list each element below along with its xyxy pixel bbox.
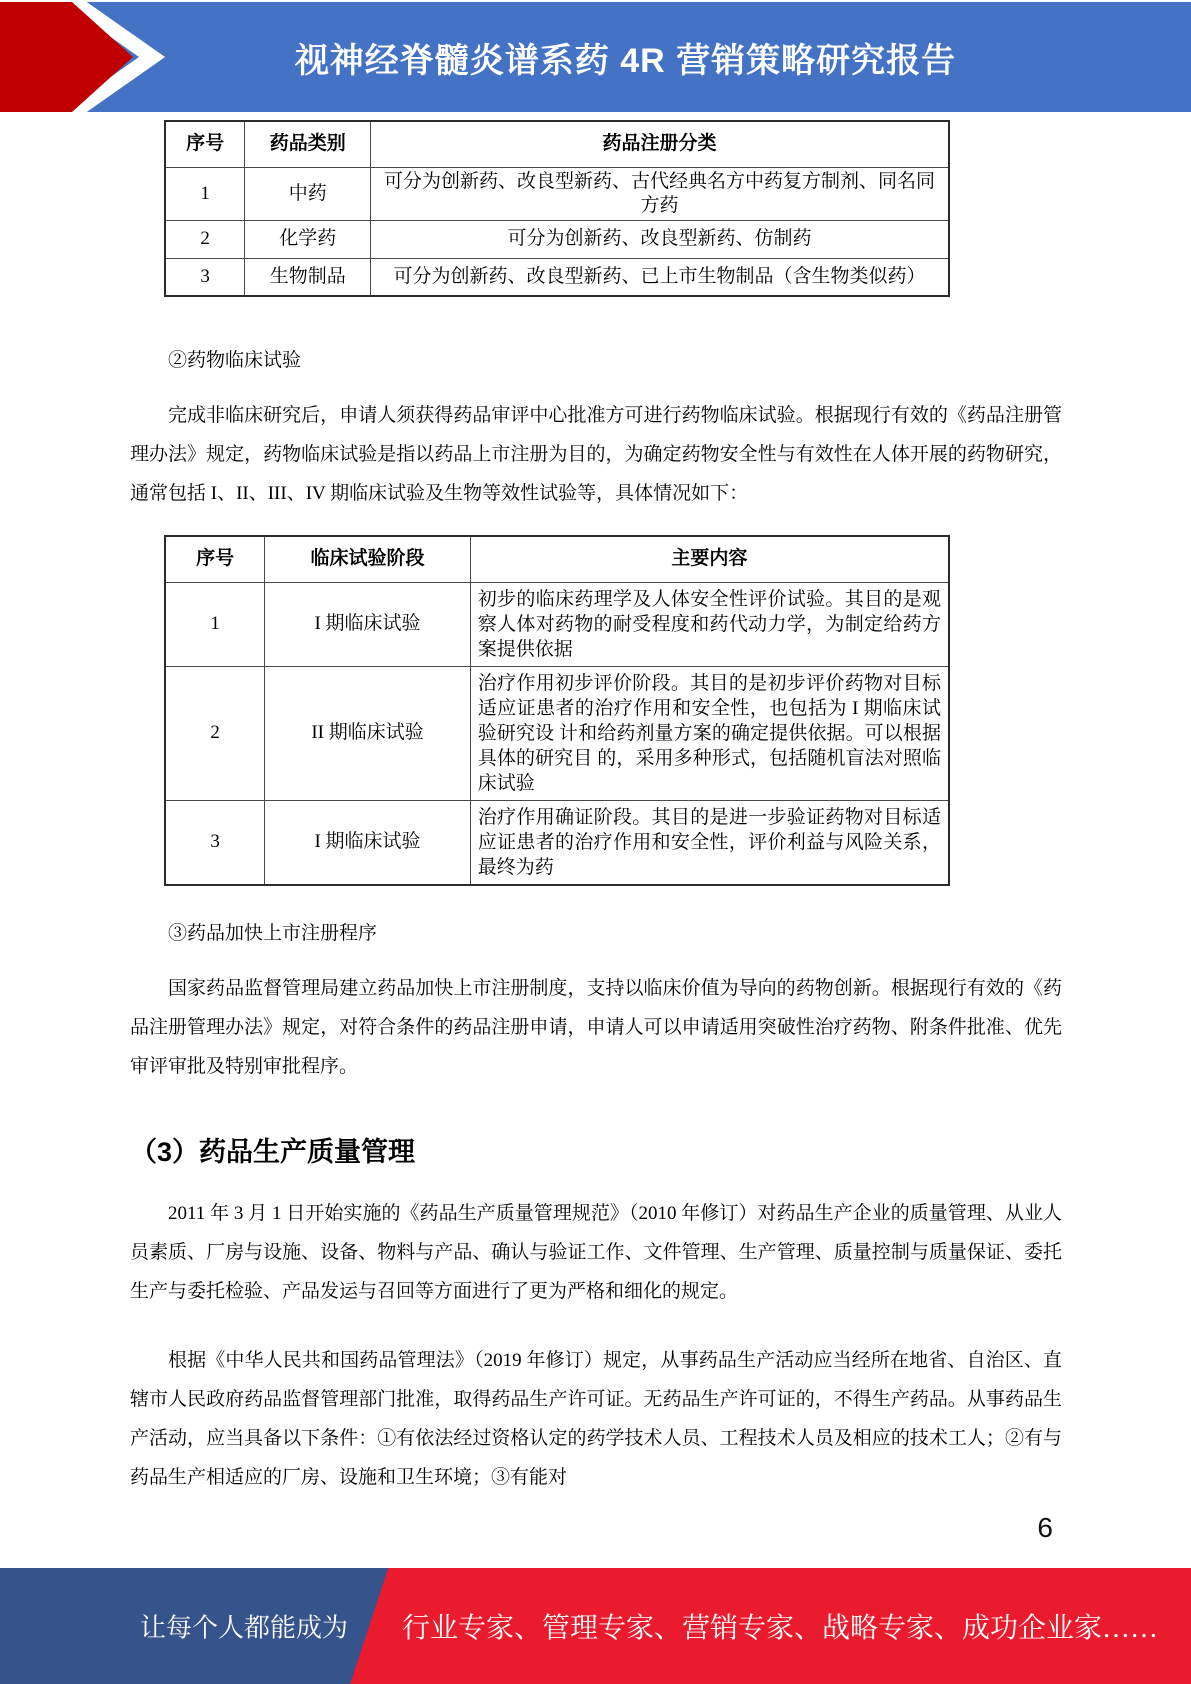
footer-left-slogan: 让每个人都能成为 [140, 1613, 349, 1643]
accelerated-registration-paragraph: 国家药品监督管理局建立药品加快上市注册制度，支持以临床价值为导向的药物创新。根据现行有效的《药品注册管理办法》规定，对符合条件的药品注册申请，申请人可以申请适用突破性治疗药物、附条件批准、优先审评审批及特别审批程序。 [130, 977, 1062, 1077]
page-content [130, 112, 1062, 1497]
table-header-cell: 序号 [165, 536, 265, 582]
clinical-trial-table [164, 535, 950, 886]
table-cell: 2 [165, 220, 245, 258]
table-cell: 1 [165, 582, 265, 666]
table-cell: 治疗作用初步评价阶段。其目的是初步评价药物对目标适应证患者的治疗作用和安全性，也包括为 I 期临床试验研究设 计和给药剂量方案的确定提供依据。可以根据具体的研究目 的，采用多种形式，包括随机盲法对照临床试验 [470, 666, 949, 800]
table-header-cell: 主要内容 [470, 536, 949, 582]
red-arrow-icon [0, 2, 175, 112]
page-header-banner [0, 2, 1191, 112]
table-cell: 可分为创新药、改良型新药、仿制药 [371, 220, 949, 258]
footer-right-slogan: 行业专家、管理专家、营销专家、战略专家、成功企业家…… [402, 1613, 1159, 1644]
table-row [165, 220, 949, 258]
page-footer [0, 1568, 1191, 1684]
clinical-trial-heading: ②药物临床试验 [168, 350, 302, 371]
table-row [165, 800, 949, 885]
table-cell: II 期临床试验 [265, 666, 470, 800]
gmp-paragraph: 2011 年 3 月 1 日开始实施的《药品生产质量管理规范》（2010 年修订）对药品生产企业的质量管理、从业人员素质、厂房与设施、设备、物料与产品、确认与验证工作、文件管理、生产管理、质量控制与质量保证、委托生产与委托检验、产品发运与召回等方面进行了更为严格和细化的规定。 [130, 1202, 1062, 1302]
table-header-row [165, 536, 949, 582]
table-cell: 治疗作用确证阶段。其目的是进一步验证药物对目标适应证患者的治疗作用和安全性，评价利益与风险关系，最终为药 [470, 800, 949, 885]
table-cell: I 期临床试验 [265, 582, 470, 666]
table-header-row [165, 121, 949, 167]
table-cell: 2 [165, 666, 265, 800]
table-cell: 可分为创新药、改良型新药、古代经典名方中药复方制剂、同名同方药 [371, 167, 949, 220]
report-title: 视神经脊髓炎谱系药 4R 营销策略研究报告 [294, 41, 957, 80]
table-cell: 3 [165, 258, 245, 296]
table-cell: 生物制品 [245, 258, 371, 296]
table-cell: 3 [165, 800, 265, 885]
table-header-cell: 药品类别 [245, 121, 371, 167]
accelerated-registration-heading: ③药品加快上市注册程序 [168, 922, 378, 944]
page-number: 6 [1037, 1512, 1053, 1543]
production-license-paragraph: 根据《中华人民共和国药品管理法》（2019 年修订）规定，从事药品生产活动应当经所在地省、自治区、直辖市人民政府药品监督管理部门批准，取得药品生产许可证。无药品生产许可证的，不得生产药品。从事药品生产活动，应当具备以下条件：①有依法经过资格认定的药学技术人员、工程技术人员及相应的技术工人；②有与药品生产相适应的厂房、设施和卫生环境；③有能对 [130, 1349, 1062, 1488]
table-row [165, 582, 949, 666]
table-cell: 1 [165, 167, 245, 220]
table-row [165, 258, 949, 296]
table-cell: 化学药 [245, 220, 371, 258]
drug-category-table [164, 120, 950, 297]
table-cell: 初步的临床药理学及人体安全性评价试验。其目的是观察人体对药物的耐受程度和药代动力学，为制定给药方案提供依据 [470, 582, 949, 666]
table-cell: 中药 [245, 167, 371, 220]
clinical-trial-paragraph: 完成非临床研究后，申请人须获得药品审评中心批准方可进行药物临床试验。根据现行有效的《药品注册管理办法》规定，药物临床试验是指以药品上市注册为目的，为确定药物安全性与有效性在人体开展的药物研究，通常包括 I、II、III、IV 期临床试验及生物等效性试验等，具体情况如下： [130, 405, 1062, 504]
table-cell: 可分为创新药、改良型新药、已上市生物制品（含生物类似药） [371, 258, 949, 296]
quality-management-heading: （3）药品生产质量管理 [130, 1136, 416, 1167]
table-header-cell: 药品注册分类 [371, 121, 949, 167]
table-header-cell: 序号 [165, 121, 245, 167]
table-row [165, 666, 949, 800]
table-cell: I 期临床试验 [265, 800, 470, 885]
table-row [165, 167, 949, 220]
table-header-cell: 临床试验阶段 [265, 536, 470, 582]
